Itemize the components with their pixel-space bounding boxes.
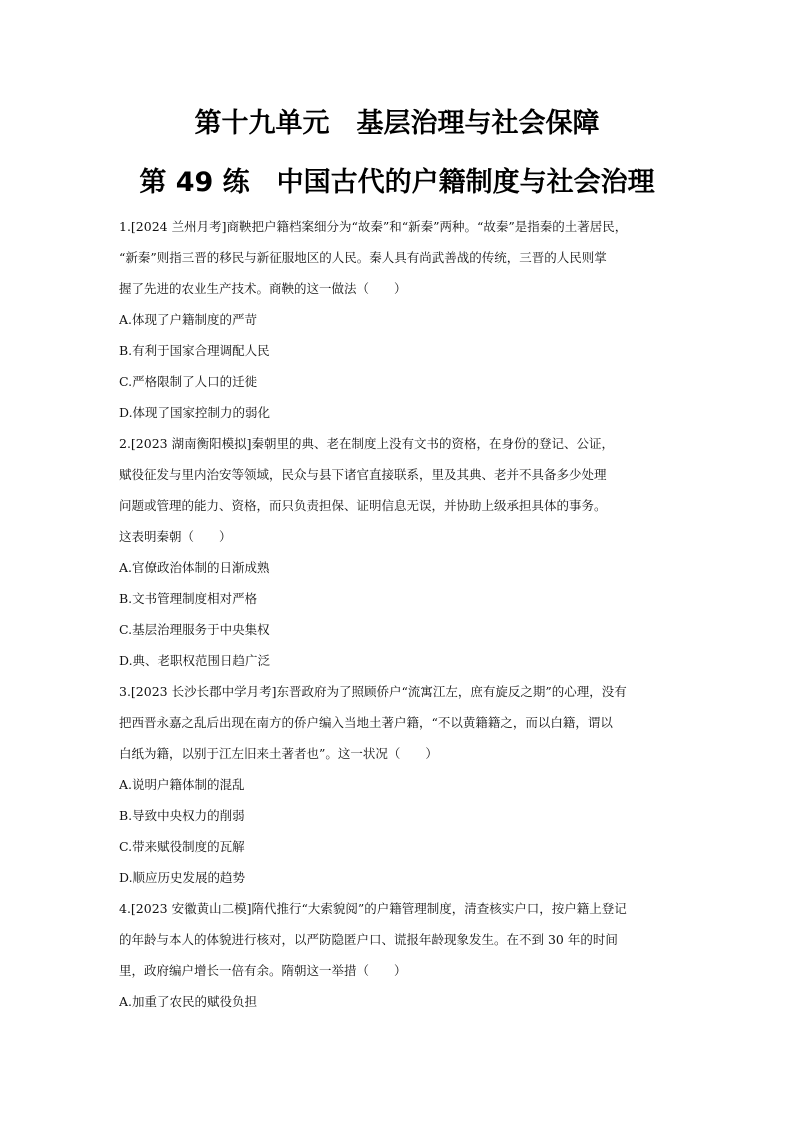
question-3-line-1: 3.[2023 长沙长郡中学月考]东晋政府为了照顾侨户“流寓江左，庶有旋反之期”的心理，没有 (119, 684, 627, 699)
question-2-option-b: B.文书管理制度相对严格 (119, 591, 258, 606)
question-2-line-2: 赋役征发与里内治安等领域，民众与县下诸官直接联系，里及其典、老并不具备多少处理 (119, 467, 607, 482)
question-2-option-a: A.官僚政治体制的日渐成熟 (119, 560, 270, 575)
question-2-line-4: 这表明秦朝（ ） (119, 529, 232, 544)
question-2-option-c: C.基层治理服务于中央集权 (119, 622, 270, 637)
question-4-option-a: A.加重了农民的赋役负担 (119, 994, 258, 1009)
question-3-line-2: 把西晋永嘉之乱后出现在南方的侨户编入当地土著户籍，“不以黄籍籍之，而以白籍，谓以 (119, 715, 613, 730)
question-2-line-3: 问题或管理的能力、资格，而只负责担保、证明信息无误，并协助上级承担具体的事务。 (119, 498, 607, 513)
question-4-line-3: 里，政府编户增长一倍有余。隋朝这一举措（ ） (119, 963, 407, 978)
question-2-option-d: D.典、老职权范围日趋广泛 (119, 653, 271, 668)
question-3-option-d: D.顺应历史发展的趋势 (119, 870, 246, 885)
question-1-option-b: B.有利于国家合理调配人民 (119, 343, 270, 358)
question-1-line-3: 握了先进的农业生产技术。商鞅的这一做法（ ） (119, 281, 407, 296)
question-3-option-a: A.说明户籍体制的混乱 (119, 777, 245, 792)
question-1-option-d: D.体现了国家控制力的弱化 (119, 405, 271, 420)
question-2-line-1: 2.[2023 湖南衡阳模拟]秦朝里的典、老在制度上没有文书的资格，在身份的登记、公证， (119, 436, 614, 451)
question-1-option-c: C.严格限制了人口的迁徙 (119, 374, 258, 389)
question-3-line-3: 白纸为籍，以别于江左旧来土著者也”。这一状况（ ） (119, 746, 438, 761)
question-3-option-b: B.导致中央权力的削弱 (119, 808, 245, 823)
unit-title: 第十九单元 基层治理与社会保障 (194, 108, 600, 139)
question-1-line-1: 1.[2024 兰州月考]商鞅把户籍档案细分为“故秦”和“新秦”两种。“故秦”是指秦的土著居民， (119, 219, 628, 234)
question-1-line-2: “新秦”则指三晋的移民与新征服地区的人民。秦人具有尚武善战的传统，三晋的人民则掌 (119, 250, 607, 265)
question-4-line-2: 的年龄与本人的体貌进行核对，以严防隐匿户口、谎报年龄现象发生。在不到 30 年的时间 (119, 932, 618, 947)
lesson-title: 第 49 练 中国古代的户籍制度与社会治理 (139, 167, 655, 198)
question-3-option-c: C.带来赋役制度的瓦解 (119, 839, 245, 854)
question-1-option-a: A.体现了户籍制度的严苛 (119, 312, 258, 327)
question-4-line-1: 4.[2023 安徽黄山二模]隋代推行“大索貌阅”的户籍管理制度，清查核实户口，按户籍上登记 (119, 901, 627, 916)
